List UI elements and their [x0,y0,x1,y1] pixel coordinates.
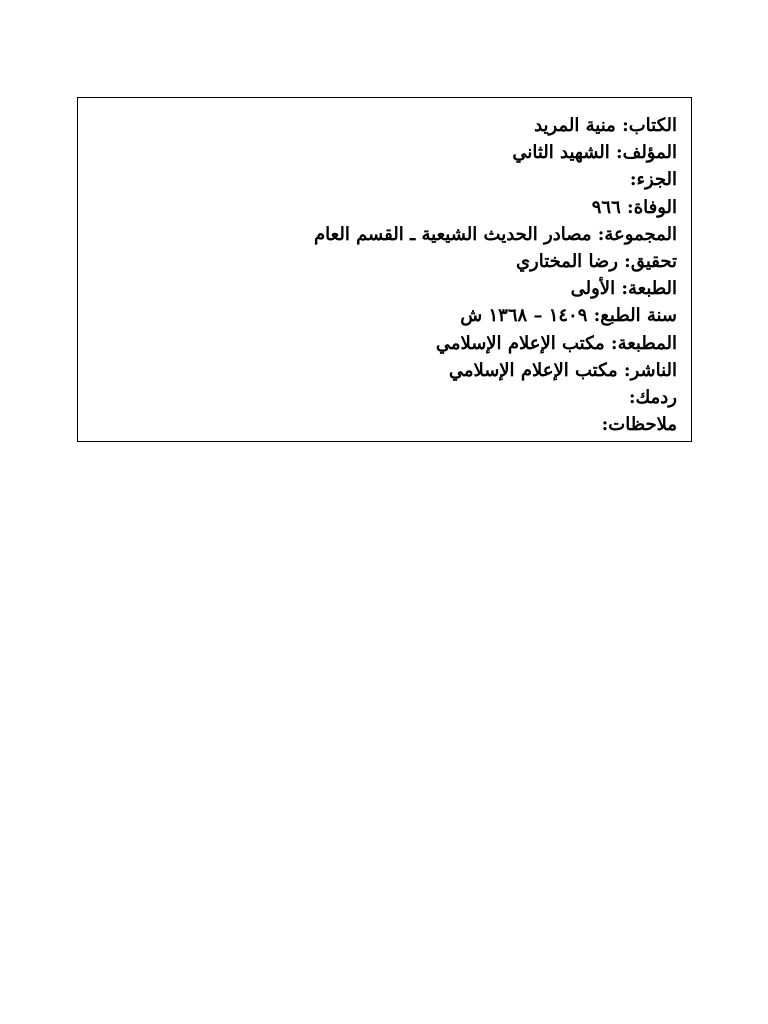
press-line: المطبعة: مكتب الإعلام الإسلامي [435,332,677,354]
collection-line: المجموعة: مصادر الحديث الشيعية ـ القسم العام [314,223,677,245]
editor-line: تحقيق: رضا المختاري [515,250,677,272]
volume-line: الجزء: [629,169,677,191]
publisher-line: الناشر: مكتب الإعلام الإسلامي [448,359,677,381]
edition-line: الطبعة: الأولى [570,278,677,300]
death-year-line: الوفاة: ٩٦٦ [591,196,677,218]
book-title-line: الكتاب: منية المريد [534,115,677,136]
notes-line: ملاحظات: [601,414,677,436]
author-line: المؤلف: الشهيد الثاني [512,142,677,164]
book-info-box [77,97,692,442]
isbn-line: ردمك: [628,386,677,408]
print-year-line: سنة الطبع: ١٤٠٩ – ١٣٦٨ ش [460,305,677,327]
